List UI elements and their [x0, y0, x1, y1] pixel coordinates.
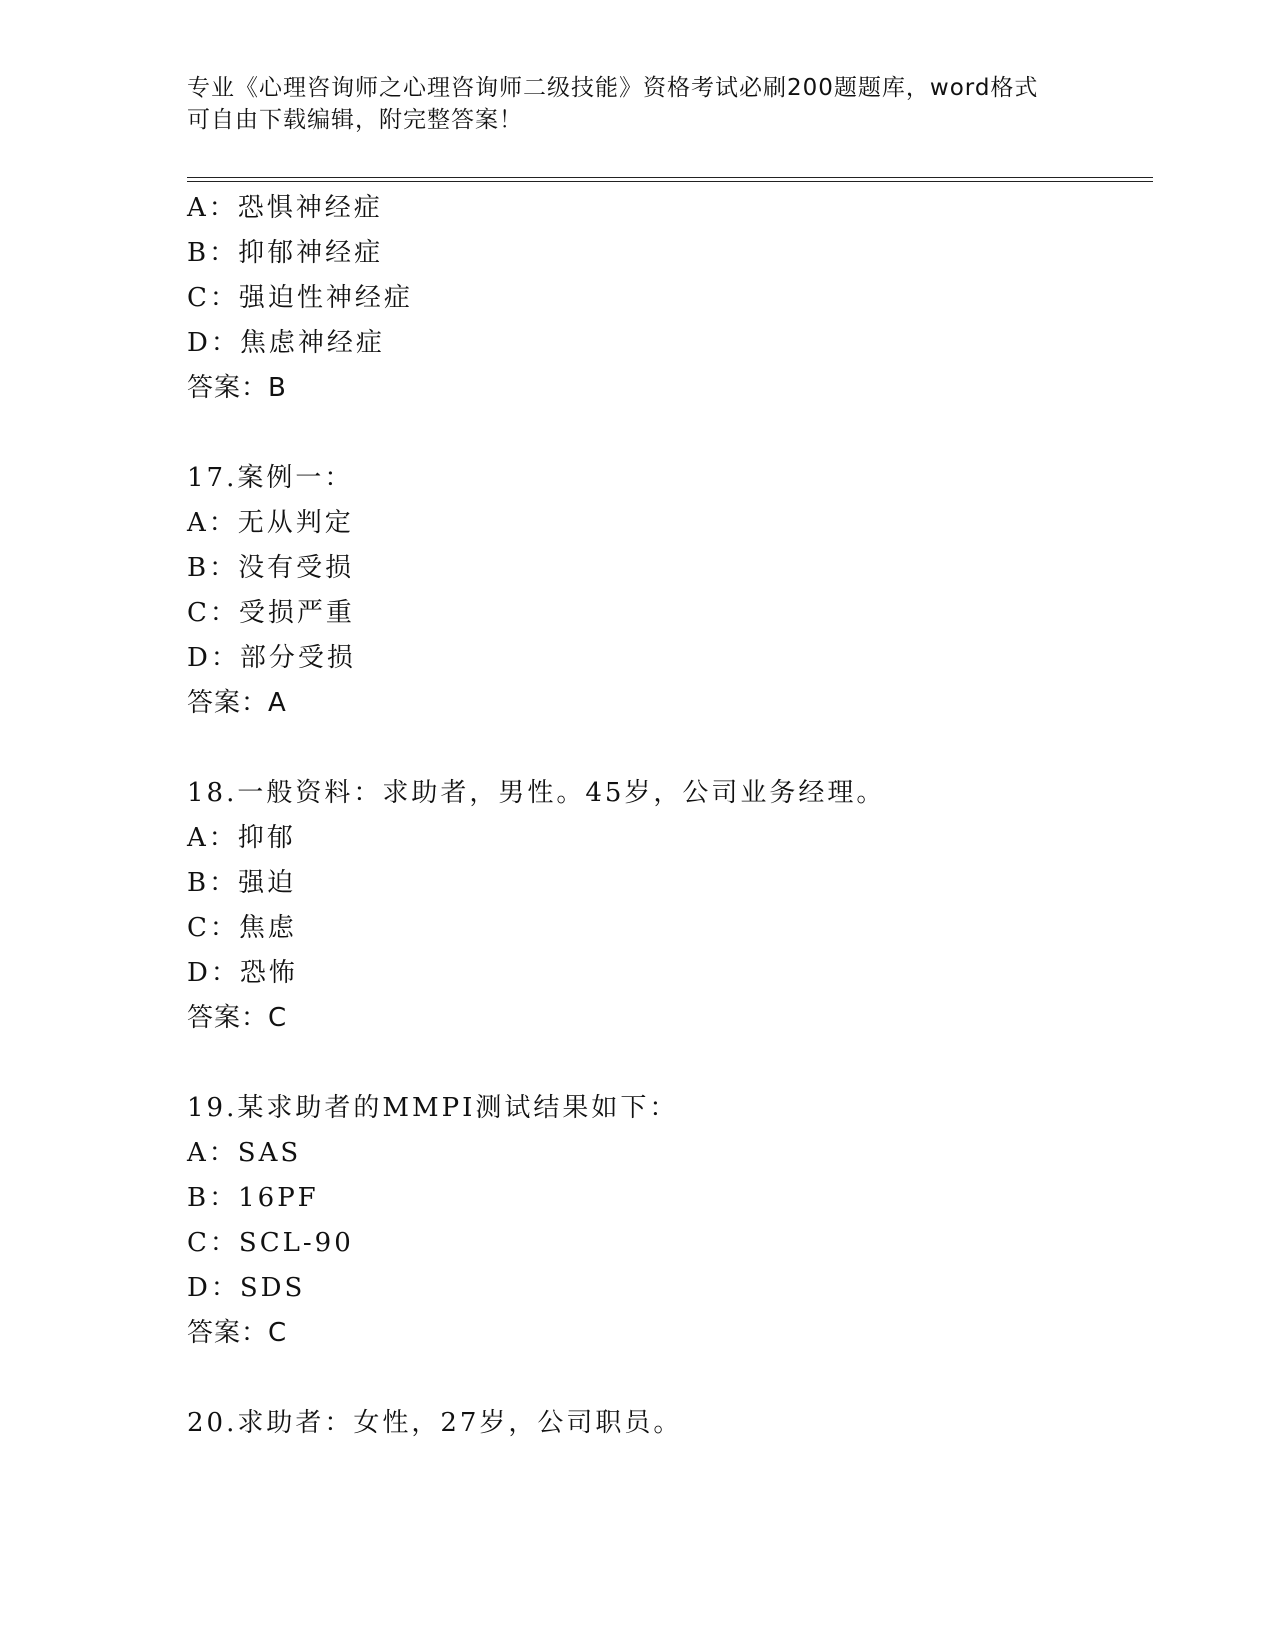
q18-answer: 答案：C [187, 1003, 288, 1033]
header-divider-bottom [187, 181, 1153, 182]
q19-answer: 答案：C [187, 1318, 288, 1348]
q19-option-a: A：SAS [187, 1138, 302, 1168]
q16-option-a: A：恐惧神经症 [187, 193, 383, 223]
q18-option-a: A：抑郁 [187, 823, 296, 853]
q17-option-c: C：受损严重 [187, 598, 355, 628]
q16-option-b: B：抑郁神经症 [187, 238, 384, 268]
q18-option-d: D：恐怖 [187, 958, 298, 988]
header-title-line-2: 可自由下载编辑，附完整答案！ [187, 107, 523, 133]
q17-option-b: B：没有受损 [187, 553, 355, 583]
q19-option-b: B：16PF [187, 1183, 319, 1213]
q18-option-b: B：强迫 [187, 868, 297, 898]
q19-option-c: C：SCL-90 [187, 1228, 354, 1258]
q16-option-c: C：强迫性神经症 [187, 283, 413, 313]
document-header [187, 72, 1077, 136]
q17-option-a: A：无从判定 [187, 508, 354, 538]
q19-option-d: D：SDS [187, 1273, 306, 1303]
q19-stem: 19.某求助者的MMPI测试结果如下： [187, 1093, 679, 1123]
q16-answer: 答案：B [187, 373, 287, 403]
q18-stem: 18.一般资料：求助者，男性。45岁，公司业务经理。 [187, 778, 886, 808]
q17-option-d: D：部分受损 [187, 643, 356, 673]
q17-stem: 17.案例一： [187, 463, 354, 493]
q16-option-d: D：焦虑神经症 [187, 328, 385, 358]
q20-stem: 20.求助者：女性，27岁，公司职员。 [187, 1408, 683, 1438]
q17-answer: 答案：A [187, 688, 287, 718]
header-title-line-1: 专业《心理咨询师之心理咨询师二级技能》资格考试必刷200题题库，word格式 [187, 75, 1039, 101]
header-divider-top [187, 177, 1153, 178]
q18-option-c: C：焦虑 [187, 913, 297, 943]
